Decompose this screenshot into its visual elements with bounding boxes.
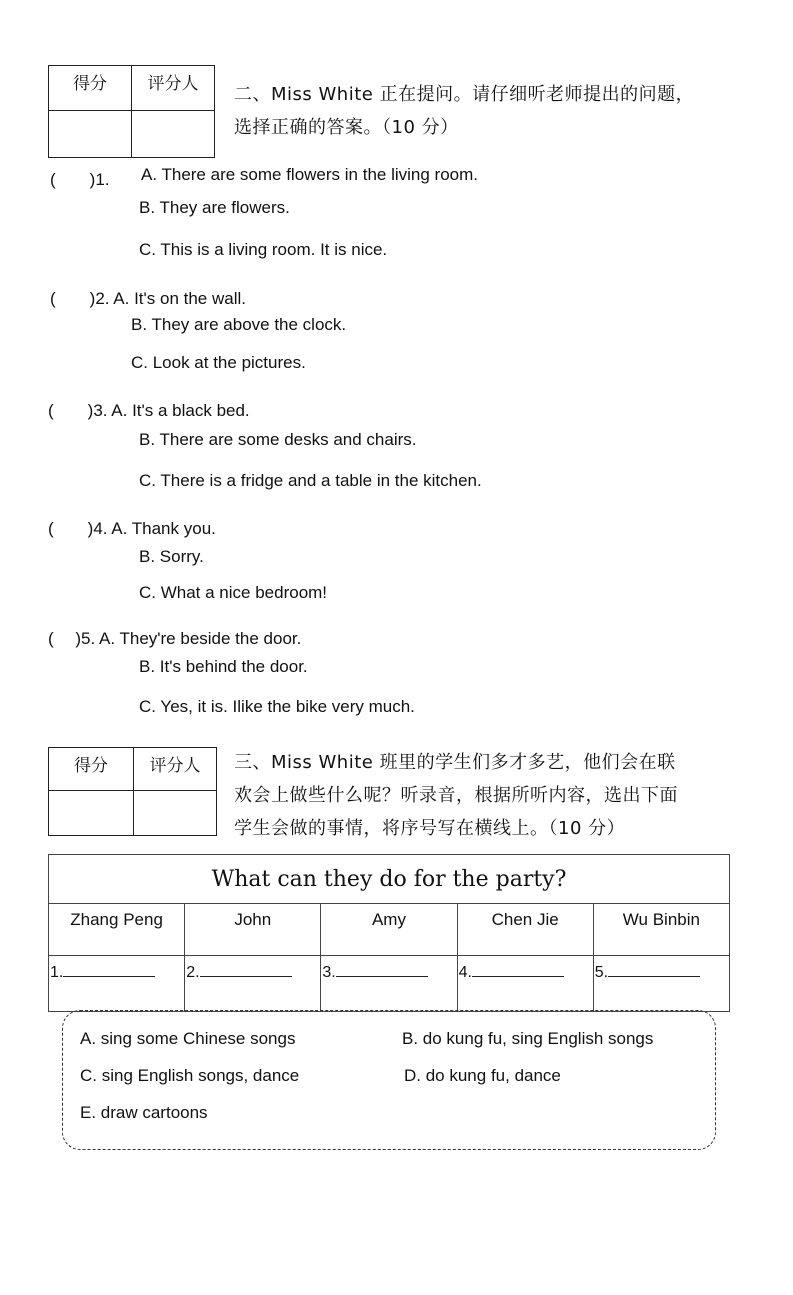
- option-b: B. do kung fu, sing English songs: [402, 1029, 654, 1048]
- answer-cell-5[interactable]: [593, 956, 729, 1012]
- question-3-option-b: B. There are some desks and chairs.: [139, 430, 417, 449]
- answer-cell-4[interactable]: [457, 956, 593, 1012]
- option-a: A. sing some Chinese songs: [80, 1029, 296, 1048]
- section3-heading-line3: 学生会做的事情，将序号写在横线上。（10 分）: [234, 818, 626, 839]
- answer-blank[interactable]: [472, 962, 564, 977]
- score-cell[interactable]: [49, 791, 134, 836]
- question-5-lead: ( )5. A. They're beside the door.: [48, 629, 302, 648]
- question-2-lead: ( )2. A. It's on the wall.: [50, 289, 246, 308]
- grader-header: 评分人: [132, 66, 215, 111]
- question-4-option-c: C. What a nice bedroom!: [139, 583, 328, 602]
- question-1-option-c: C. This is a living room. It is nice.: [139, 240, 388, 259]
- answer-number: 5.: [594, 964, 609, 981]
- student-name-zhang-peng: Zhang Peng: [49, 904, 185, 956]
- question-5-option-c: C. Yes, it is. Ilike the bike very much.: [139, 697, 415, 716]
- score-box-1: [48, 65, 215, 158]
- option-c: C. sing English songs, dance: [80, 1066, 300, 1085]
- question-4-option-b: B. Sorry.: [139, 547, 204, 566]
- score-header: 得分: [49, 66, 132, 111]
- score-box-2: [48, 747, 217, 836]
- answer-number: 2.: [186, 964, 200, 981]
- answer-cell-3[interactable]: [321, 956, 457, 1012]
- question-5-option-b: B. It's behind the door.: [139, 657, 308, 676]
- student-name-amy: Amy: [321, 904, 457, 956]
- section2-heading-line2: 选择正确的答案。（10 分）: [234, 117, 459, 138]
- answer-blank[interactable]: [336, 962, 428, 977]
- question-3-option-c: C. There is a fridge and a table in the kitchen.: [139, 471, 482, 490]
- grader-cell[interactable]: [132, 111, 215, 158]
- answer-blank[interactable]: [608, 962, 700, 977]
- score-header: 得分: [49, 748, 134, 791]
- question-3-lead: ( )3. A. It's a black bed.: [48, 401, 250, 420]
- question-2-option-c: C. Look at the pictures.: [131, 353, 306, 372]
- student-name-wu-binbin: Wu Binbin: [593, 904, 729, 956]
- question-1-option-b: B. They are flowers.: [139, 198, 290, 217]
- score-cell[interactable]: [49, 111, 132, 158]
- grader-cell[interactable]: [134, 791, 217, 836]
- party-table: [48, 854, 730, 1012]
- party-table-title: What can they do for the party?: [49, 855, 730, 904]
- grader-header: 评分人: [134, 748, 217, 791]
- answer-cell-1[interactable]: [49, 956, 185, 1012]
- answer-cell-2[interactable]: [185, 956, 321, 1012]
- section3-heading-line2: 欢会上做些什么呢？听录音，根据所听内容，选出下面: [234, 785, 678, 806]
- option-d: D. do kung fu, dance: [404, 1066, 561, 1085]
- answer-number: 4.: [458, 964, 472, 981]
- answer-blank[interactable]: [63, 962, 155, 977]
- question-2-option-b: B. They are above the clock.: [131, 315, 347, 334]
- section2-heading-line1: 二、Miss White 正在提问。请仔细听老师提出的问题，: [234, 84, 695, 105]
- section3-heading-line1: 三、Miss White 班里的学生们多才多艺，他们会在联: [234, 752, 676, 773]
- option-e: E. draw cartoons: [80, 1103, 208, 1122]
- answer-number: 1.: [50, 964, 64, 981]
- student-name-john: John: [185, 904, 321, 956]
- question-1-option-a: A. There are some flowers in the living room.: [141, 165, 478, 184]
- question-4-lead: ( )4. A. Thank you.: [48, 519, 216, 538]
- question-1-lead: ( )1.: [50, 170, 110, 189]
- answer-blank[interactable]: [200, 962, 292, 977]
- student-name-chen-jie: Chen Jie: [457, 904, 593, 956]
- answer-number: 3.: [322, 964, 336, 981]
